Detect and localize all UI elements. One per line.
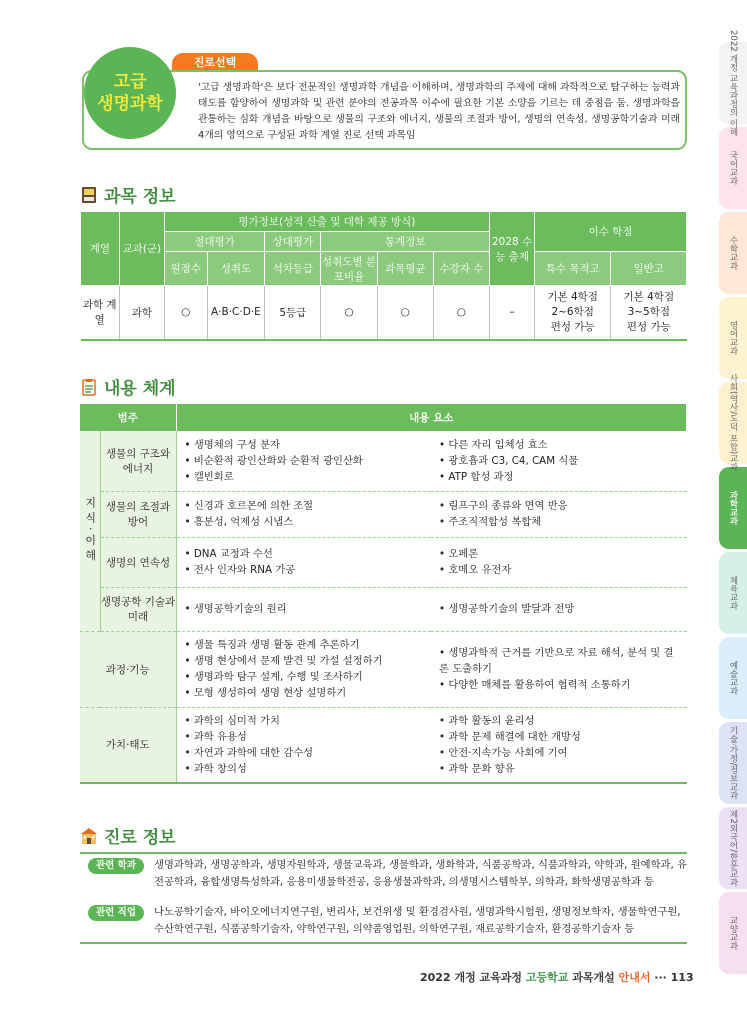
left-items <box>176 491 431 537</box>
cell-subject-avg: ○ <box>377 286 433 340</box>
header-series: 계열 <box>81 212 120 286</box>
section-subject-info-header <box>80 182 176 207</box>
tab-label: 사회(역사/도덕 포함)교과 <box>728 374 738 472</box>
row-name: 생명의 연속성 <box>100 537 176 587</box>
chapter-tabs <box>719 29 747 977</box>
subject-info-table <box>80 211 687 341</box>
tab-social[interactable] <box>719 374 747 472</box>
subject-title-line1: 고급 <box>113 72 147 92</box>
right-items <box>431 491 687 537</box>
cell-achievement-ratio: ○ <box>321 286 377 340</box>
list-item: • 광호흡과 C3, C4, CAM 식물 <box>439 453 679 469</box>
list-item: • 모형 생성하여 생명 현상 설명하기 <box>185 685 424 701</box>
cell-rank-grade: 5등급 <box>265 286 321 340</box>
intro-description: '고급 생명과학'은 보다 전문적인 생명과학 개념을 이해하며, 생명과학의 주제에 대해 과학적으로 탐구하는 능력과 태도를 함양하여 생명과학 및 관련 분야의 전공과목 이수에 필요한 기본 소양을 기르는 데 중점을 둠. 생명과학을 관통하는 심화 개념을 바탕으로 생물의 구조와 에너지, 생물의 조절과 방어, 생명의 연속성, 생명공학기술과 미래 4개의 영역으로 구성된 과학 계열 진로 선택 과목임 <box>198 82 680 141</box>
footer-highlight: 안내서 <box>618 971 651 984</box>
row-name: 가치·태도 <box>80 707 176 783</box>
list-item: • 생물 특징과 생명 활동 관계 추론하기 <box>185 637 424 653</box>
list-item: • 과학 창의성 <box>185 761 424 777</box>
table-row <box>80 491 687 537</box>
list-item: • 캘빈회로 <box>185 469 424 485</box>
tab-curriculum[interactable] <box>719 29 747 137</box>
general-line: 기본 4학점 <box>623 290 675 303</box>
dept-badge: 관련 학과 <box>88 858 144 874</box>
table-row <box>80 537 687 587</box>
tab-arts[interactable] <box>719 637 747 719</box>
list-item: • 안전·지속가능 사회에 기여 <box>439 745 679 761</box>
section-title: 과목 정보 <box>104 187 176 207</box>
list-item: • 생명과학 탐구 설계, 수행 및 조사하기 <box>185 669 424 685</box>
related-departments <box>80 857 687 891</box>
header-category: 범주 <box>80 404 176 431</box>
right-items <box>431 537 687 587</box>
tab-label: 교양교과 <box>728 916 738 950</box>
header-relative: 상대평가 <box>265 232 321 252</box>
section-title: 진로 정보 <box>104 828 176 848</box>
page-footer <box>420 969 694 985</box>
header-csat <box>489 212 534 286</box>
list-item: • 과학 문제 해결에 대한 개방성 <box>439 729 679 745</box>
tab-liberal[interactable] <box>719 892 747 974</box>
header-elements: 내용 요소 <box>176 404 687 431</box>
section-title: 내용 체계 <box>104 379 176 399</box>
list-item: • ATP 합성 과정 <box>439 469 679 485</box>
divider <box>80 942 687 944</box>
list-item: • 생명과학적 근거를 기반으로 자료 해석, 분석 및 결론 도출하기 <box>439 645 679 677</box>
header-raw-score: 원점수 <box>164 252 207 286</box>
footer-text: 2022 개정 교육과정 <box>420 971 526 984</box>
special-line: 편성 가능 <box>550 320 595 333</box>
table-row <box>80 587 687 631</box>
cell-csat: – <box>489 286 534 340</box>
track-tag: 진로선택 <box>172 53 258 75</box>
list-item: • 생명공학기술의 발달과 전망 <box>439 601 679 617</box>
cell-series: 과학 계열 <box>81 286 120 340</box>
list-item: • 오페론 <box>439 546 679 562</box>
list-item: • 과학 유용성 <box>185 729 424 745</box>
row-name: 과정·기능 <box>80 631 176 707</box>
table-row <box>81 286 687 340</box>
school-icon <box>80 827 98 845</box>
right-items <box>431 707 687 783</box>
list-item: • 생명체의 구성 분자 <box>185 437 424 453</box>
cell-group: 과학 <box>119 286 164 340</box>
list-item: • DNA 교정과 수선 <box>185 546 424 562</box>
tab-label: 2022 개정 교육과정의 이해 <box>728 29 738 137</box>
left-items <box>176 587 431 631</box>
tab-label: 국어교과 <box>728 151 738 185</box>
footer-highlight: 고등학교 <box>525 971 569 984</box>
list-item: • 자연과 과학에 대한 감수성 <box>185 745 424 761</box>
header-general: 일반고 <box>611 252 687 286</box>
tab-foreign[interactable] <box>719 807 747 889</box>
left-items <box>176 537 431 587</box>
header-achievement: 성취도 <box>207 252 265 286</box>
tab-label: 과학교과 <box>728 491 738 525</box>
general-line: 편성 가능 <box>626 320 671 333</box>
cell-raw-score: ○ <box>164 286 207 340</box>
csat-label: 2028 수능 출제 <box>491 235 533 263</box>
tab-label: 기술·가정/정보교과 <box>728 726 738 800</box>
cell-special <box>535 286 611 340</box>
section-content-header <box>80 374 176 399</box>
list-item: • 주조직적합성 복합체 <box>439 514 679 530</box>
list-item: • 호메오 유전자 <box>439 562 679 578</box>
cell-achievement: A·B·C·D·E <box>207 286 265 340</box>
list-item: • 과학의 심미적 가치 <box>185 713 424 729</box>
cell-students: ○ <box>433 286 489 340</box>
tab-label: 제2외국어/한문교과 <box>728 809 738 887</box>
list-item: • 과학 문화 향유 <box>439 761 679 777</box>
job-badge: 관련 직업 <box>88 905 144 921</box>
page-number: ··· 113 <box>650 971 694 984</box>
header-stats: 통계정보 <box>321 232 490 252</box>
header-credits: 이수 학점 <box>535 212 687 252</box>
tab-label: 수학교과 <box>728 236 738 270</box>
job-text: 나노공학기술자, 바이오에너지연구원, 변리사, 보건위생 및 환경검사원, 생명과학시험원, 생명정보학자, 생물학연구원, 수산학연구원, 식품공학기술자, 약학연구원, 의약품영업원, 의학연구원, 재료공학기술자, 환경공학기술자 등 <box>154 906 681 935</box>
divider <box>80 852 687 854</box>
header-special: 특수 목적고 <box>535 252 611 286</box>
header-rank-grade: 석차등급 <box>265 252 321 286</box>
tab-label: 체육교과 <box>728 576 738 610</box>
table-row <box>80 707 687 783</box>
row-name: 생물의 구조와 에너지 <box>100 431 176 491</box>
content-system-table <box>80 404 687 784</box>
cell-general <box>611 286 687 340</box>
list-item: • 다양한 매체를 활용하여 협력적 소통하기 <box>439 677 679 693</box>
left-items <box>176 631 431 707</box>
knowledge-label <box>80 431 100 631</box>
header-achievement-ratio: 성취도별 분포비율 <box>321 252 377 286</box>
list-item: • 다른 자리 입체성 효소 <box>439 437 679 453</box>
right-items <box>431 587 687 631</box>
table-row <box>80 631 687 707</box>
clipboard-icon <box>80 378 98 396</box>
right-items <box>431 631 687 707</box>
row-name: 생명공학 기술과 미래 <box>100 587 176 631</box>
list-item: • 생명 현상에서 문제 발견 및 가설 설정하기 <box>185 653 424 669</box>
tab-english[interactable] <box>719 297 747 379</box>
list-item: • 전사 인자와 RNA 가공 <box>185 562 424 578</box>
list-item: • 림프구의 종류와 면역 반응 <box>439 498 679 514</box>
dept-text: 생명과학과, 생명공학과, 생명자원학과, 생물교육과, 생물학과, 생화학과, 식품공학과, 식품과학과, 약학과, 원예학과, 유전공학과, 융합생명특성학과, 응용미생물학전공, 응용생물과학과, 의생명시스템학부, 의학과, 화학생명공학과 등 <box>154 859 687 888</box>
tab-label: 영어교과 <box>728 321 738 355</box>
right-items <box>431 431 687 491</box>
subject-badge <box>84 47 176 139</box>
list-item: • 신경과 호르몬에 의한 조절 <box>185 498 424 514</box>
special-line: 기본 4학점 <box>547 290 598 303</box>
list-item: • 비순환적 광인산화와 순환적 광인산화 <box>185 453 424 469</box>
header-absolute: 절대평가 <box>164 232 264 252</box>
special-line: 2~6학점 <box>551 305 594 318</box>
tab-tech[interactable] <box>719 722 747 804</box>
tab-label: 예술교과 <box>728 661 738 695</box>
tab-pe[interactable] <box>719 552 747 634</box>
book-icon <box>80 186 98 204</box>
general-line: 3~5학점 <box>627 305 671 318</box>
knowledge-label-text: 지식·이해 <box>83 497 97 565</box>
related-jobs <box>80 904 687 938</box>
header-subject-avg: 과목평균 <box>377 252 433 286</box>
header-students: 수강자 수 <box>433 252 489 286</box>
subject-title-line2: 생명과학 <box>97 94 163 114</box>
list-item: • 과학 활동의 윤리성 <box>439 713 679 729</box>
header-group: 교과(군) <box>119 212 164 286</box>
section-career-header <box>80 823 176 848</box>
list-item: • 생명공학기술의 원리 <box>185 601 424 617</box>
row-name: 생물의 조절과 방어 <box>100 491 176 537</box>
table-row <box>80 431 687 491</box>
tab-math[interactable] <box>719 212 747 294</box>
left-items <box>176 707 431 783</box>
list-item: • 흥분성, 억제성 시냅스 <box>185 514 424 530</box>
left-items <box>176 431 431 491</box>
header-eval-info: 평가정보(성적 산출 및 대학 제공 방식) <box>164 212 489 232</box>
footer-text: 과목개설 <box>568 971 619 984</box>
tab-korean[interactable] <box>719 127 747 209</box>
tab-science[interactable] <box>719 467 747 549</box>
